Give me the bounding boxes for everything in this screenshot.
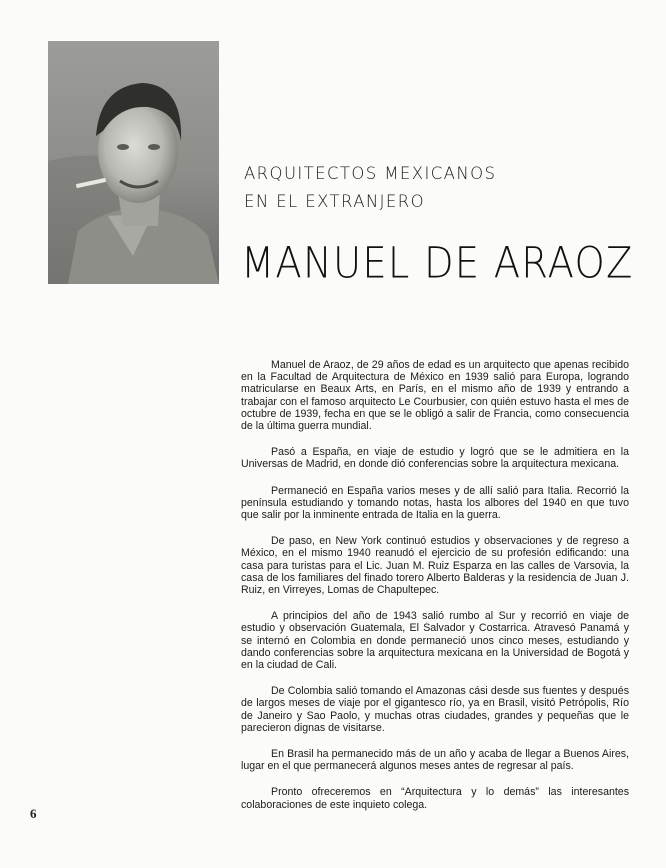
paragraph-6: De Colombia salió tomando el Amazonas cási desde sus fuentes y después de largos meses de viaje por el gigantesco río, ya en Brasil, visitó Petrópolis, Río de Janeiro y Sao Paolo, y muchas otras ciudades, grandes y pequeñas que le parecieron dignas de visitarse. [241,685,629,734]
paragraph-7: En Brasil ha permanecido más de un año y acaba de llegar a Buenos Aires, lugar en el que permanecerá algunos meses antes de regresar al país. [241,748,629,773]
paragraph-3: Permaneció en España varios meses y de allí salió para Italia. Recorrió la península estudiando y tomando notas, hasta los albores del 1940 en que tuvo que salir por la inminente entrada de Italia en la guerra. [241,484,629,522]
paragraph-1: Manuel de Araoz, de 29 años de edad es un arquitecto que apenas recibido en la Facultad de Arquitectura de México en 1939 salió para Europa, logrando matricularse en Beaux Arts, en París, en el mismo año de 1939 y entrando a trabajar con el famoso arquitecto Le Courbusier, con quién estuvo hasta el mes de octubre de 1939, fecha en que se le obligó a salir de Francia, como consecuencia de la última guerra mundial. [241,359,629,433]
page-title: MANUEL DE ARAOZ [241,238,634,289]
kicker-line-1: ARQUITECTOS MEXICANOS [244,164,497,183]
portrait-photo-graphic [48,41,219,284]
kicker-line-2: EN EL EXTRANJERO [244,192,425,211]
article-body [241,359,629,825]
page-number: 6 [30,806,37,821]
portrait-photo [48,41,219,284]
paragraph-8: Pronto ofreceremos en “Arquitectura y lo demás” las interesantes colaboraciones de este inquieto colega. [241,786,629,811]
paragraph-5: A principios del año de 1943 salió rumbo al Sur y recorrió en viaje de estudio y observación Guatemala, El Salvador y Costarrica. Atravesó Panamá y se internó en Colombia en donde permaneció unos cinco meses, estudiando y dando conferencias sobre la arquitectura mexicana en la Universidad de Bogotá y en la ciudad de Cali. [241,610,629,672]
paragraph-2: Pasó a España, en viaje de estudio y logró que se le admitiera en la Universas de Madrid, en donde dió conferencias sobre la arquitectura mexicana. [241,446,629,471]
section-kicker [244,160,604,216]
paragraph-4: De paso, en New York continuó estudios y observaciones y de regreso a México, en el mismo 1940 reanudó el ejercicio de su profesión edificando: una casa para turistas para el Lic. Juan M. Ruiz Esparza en las calles de Varsovia, la casa de los familiares del finado torero Alberto Balderas y la residencia de Juan J. Ruiz, en Virreyes, Lomas de Chapultepec. [241,535,629,597]
